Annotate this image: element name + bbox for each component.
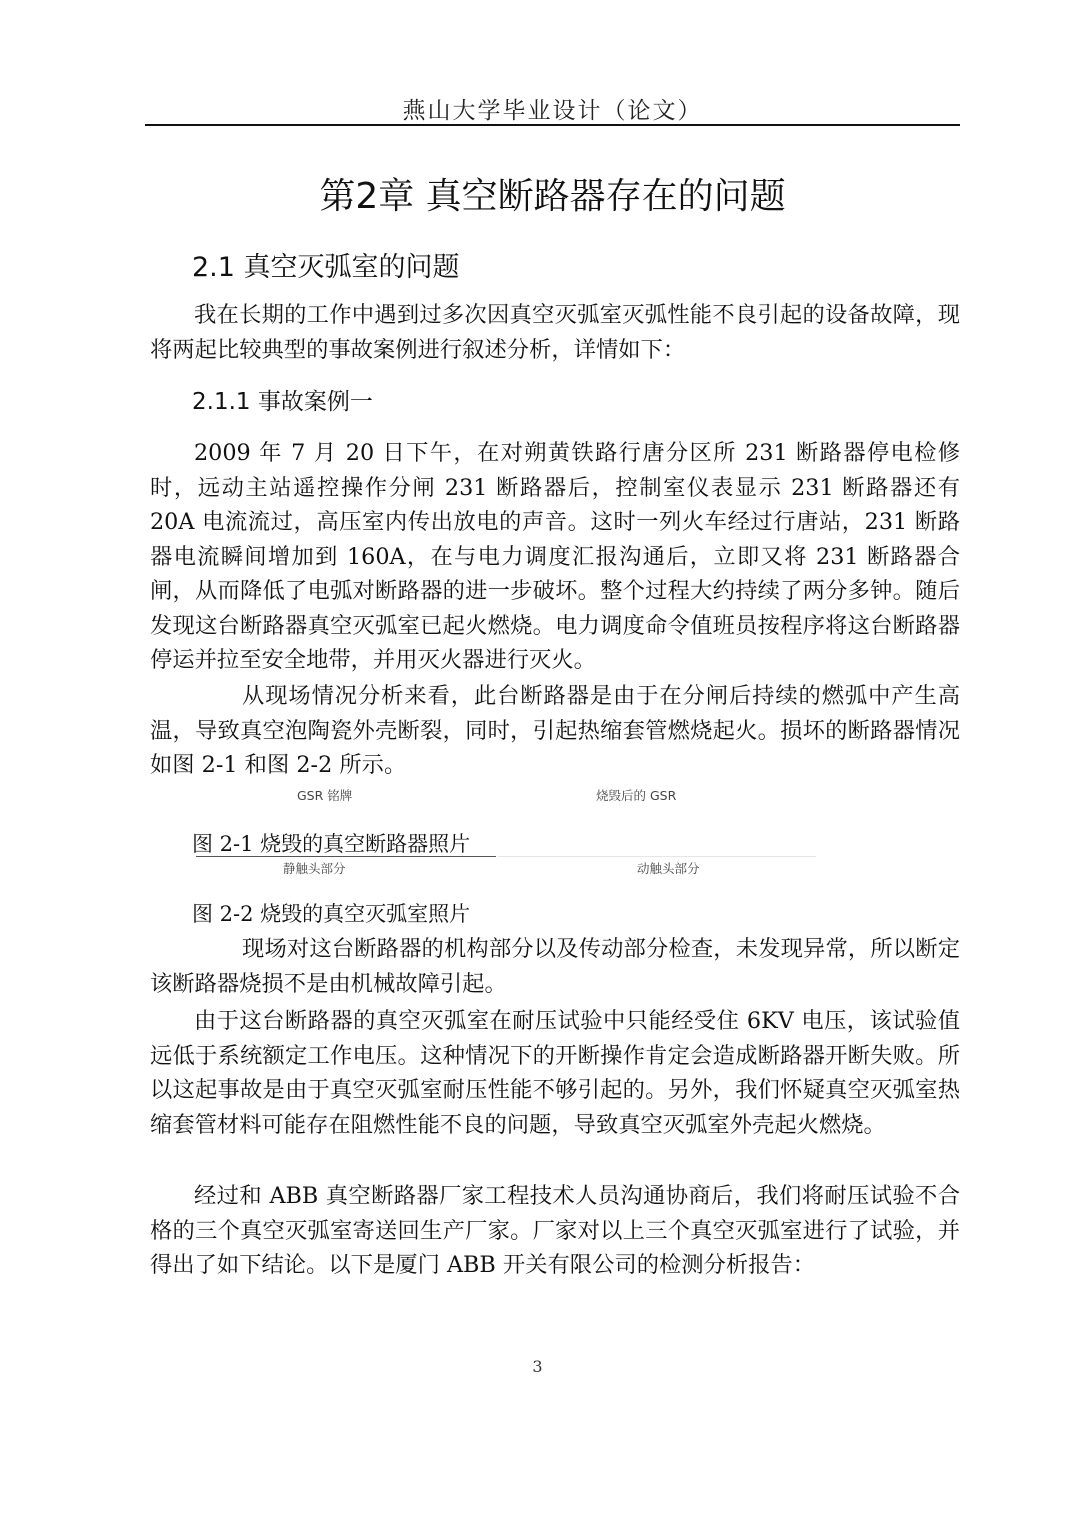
abb-paragraph: 经过和 ABB 真空断路器厂家工程技术人员沟通协商后，我们将耐压试验不合格的三个真空灭弧室寄送回生产厂家。厂家对以上三个真空灭弧室进行了试验，并得出了如下结论。以下是厦门 ABB 开关有限公司的检测分析报告： (150, 1183, 960, 1278)
analysis-paragraph: 从现场情况分析来看，此台断路器是由于在分闸后持续的燃弧中产生高温，导致真空泡陶瓷外壳断裂，同时，引起热缩套管燃烧起火。损坏的断路器情况如图 2-1 和图 2-2 所示。 (150, 683, 960, 778)
header-rule (145, 124, 960, 126)
chapter-title: 第2章 真空断路器存在的问题 (319, 176, 786, 217)
intro-paragraph: 我在长期的工作中遇到过多次因真空灭弧室灭弧性能不良引起的设备故障，现将两起比较典型的事故案例进行叙述分析，详情如下： (150, 302, 960, 363)
page-number: 3 (532, 1357, 543, 1376)
section-title: 2.1 真空灭弧室的问题 (192, 252, 460, 283)
figure1-caption: 图 2-1 烧毁的真空断路器照片 (192, 832, 471, 856)
figure2-caption: 图 2-2 烧毁的真空灭弧室照片 (192, 902, 471, 926)
voltage-paragraph: 由于这台断路器的真空灭弧室在耐压试验中只能经受住 6KV 电压，该试验值远低于系统额定工作电压。这种情况下的开断操作肯定会造成断路器开断失败。所以这起事故是由于真空灭弧室耐压性能不够引起的。另外，我们怀疑真空灭弧室热缩套管材料可能存在阻燃性能不良的问题，导致真空灭弧室外壳起火燃烧。 (150, 1008, 960, 1138)
figure1-rule-light (498, 856, 816, 857)
figure1-label-right: 烧毁后的 GSR (596, 788, 677, 803)
figure2-label-right: 动触头部分 (637, 861, 700, 876)
figure2-label-left: 静触头部分 (283, 861, 346, 876)
figure1-rule (196, 856, 496, 857)
case1-paragraph: 2009 年 7 月 20 日下午，在对朔黄铁路行唐分区所 231 断路器停电检修时，远动主站遥控操作分闸 231 断路器后，控制室仪表显示 231 断路器还有 20A 电流流过，高压室内传出放电的声音。这时一列火车经过行唐站，231 断路器电流瞬间增加到 160A，在与电力调度汇报沟通后，立即又将 231 断路器合闸，从而降低了电弧对断路器的进一步破坏。整个过程大约持续了两分多钟。随后发现这台断路器真空灭弧室已起火燃烧。电力调度命令值班员按程序将这台断路器停运并拉至安全地带，并用灭火器进行灭火。 (150, 440, 960, 673)
figure1-label-left: GSR 铭牌 (297, 788, 353, 803)
subsection-title: 2.1.1 事故案例一 (192, 389, 373, 415)
running-header: 燕山大学毕业设计（论文） (402, 98, 703, 124)
mechanism-paragraph: 现场对这台断路器的机构部分以及传动部分检查，未发现异常，所以断定该断路器烧损不是由机械故障引起。 (150, 936, 960, 997)
